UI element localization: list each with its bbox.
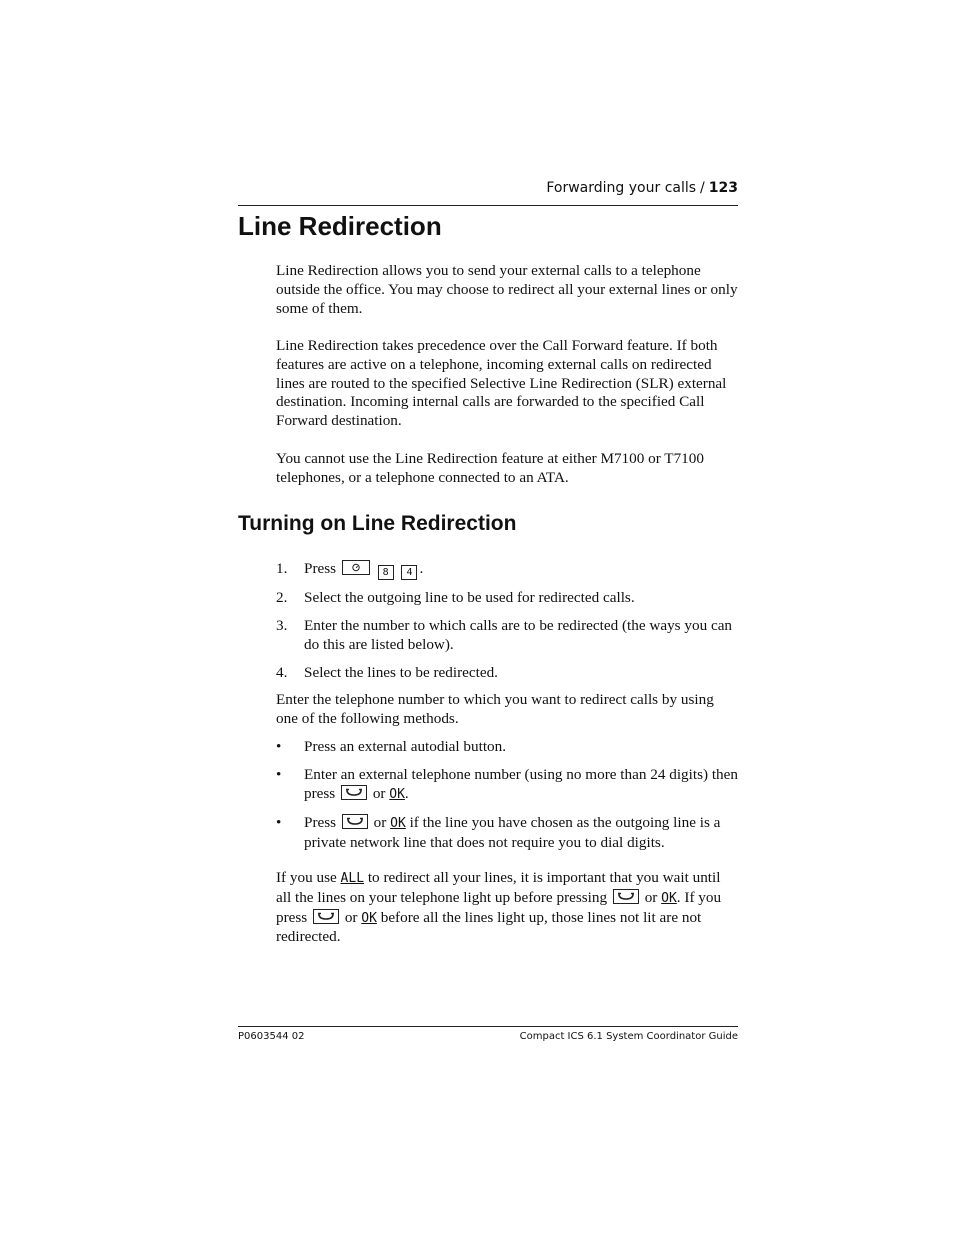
note-text: If you use [276, 869, 337, 886]
handsfree-key-icon [342, 814, 368, 829]
footer-rule [238, 1026, 738, 1027]
note-text: . If you press [276, 888, 722, 926]
steps-list [276, 560, 738, 692]
ok-softkey: OK [390, 815, 406, 831]
all-softkey: ALL [340, 871, 365, 886]
subsection-title: Turning on Line Redirection [238, 512, 517, 535]
list-item [276, 766, 738, 805]
step-number: 3. [276, 617, 288, 635]
ok-softkey: OK [361, 910, 377, 926]
header-section-name: Forwarding your calls [546, 180, 697, 196]
method-end: . [404, 784, 409, 802]
step-end: . [419, 560, 424, 577]
bullet: • [276, 765, 282, 783]
note-text: before all the lines light up, those lines not lit are not redirected. [276, 908, 702, 946]
note-paragraph [276, 869, 738, 947]
step-text: Enter the number to which calls are to be redirected (the ways you can do this are listed below). [304, 617, 733, 653]
feature-key-icon [342, 560, 370, 575]
header-rule [238, 205, 738, 206]
bullet: • [276, 738, 282, 755]
intro-paragraph-3: You cannot use the Line Redirection feature at either M7100 or T7100 telephones, or a telephone connected to an ATA. [276, 450, 704, 486]
list-item [276, 738, 738, 757]
method-text: Press [304, 813, 337, 831]
header-separator: / [700, 180, 705, 196]
handsfree-key-icon [613, 889, 639, 904]
or-text: or [373, 813, 387, 831]
list-item [276, 664, 738, 683]
handsfree-key-icon [313, 909, 339, 924]
method-text: Press an external autodial button. [304, 738, 507, 755]
intro-paragraph-1: Line Redirection allows you to send your external calls to a telephone outside the office. You may choose to redirect all your external lines or only some of them. [276, 262, 738, 317]
or-text: or [344, 908, 358, 926]
or-text: or [372, 784, 386, 802]
step-number: 1. [276, 560, 288, 577]
or-text: or [644, 888, 658, 906]
step-number: 4. [276, 663, 288, 681]
method-text: Enter an external telephone number (using no more than 24 digits) then press [304, 765, 738, 802]
intro-paragraph-2: Line Redirection takes precedence over the Call Forward feature. If both features are active on a telephone, incoming external calls on redirected lines are routed to the specified Selective Line Redirection (SLR) external destination. Incoming internal calls are forwarded to the specified Call Forward destination. [276, 337, 727, 430]
list-item [276, 560, 738, 580]
step-text: Select the lines to be redirected. [304, 663, 498, 681]
page-number: 123 [708, 180, 738, 196]
handsfree-key-icon [341, 785, 367, 800]
list-item [276, 589, 738, 608]
step-number: 2. [276, 589, 288, 607]
footer-doc-number: P0603544 02 [238, 1031, 305, 1042]
methods-intro: Enter the telephone number to which you want to redirect calls by using one of the following methods. [276, 691, 714, 727]
note-text: to redirect all your lines, it is important that you wait until all the lines on your telephone light up before pressing [276, 869, 721, 906]
running-header [238, 180, 738, 200]
step-text: Select the outgoing line to be used for redirected calls. [304, 589, 635, 607]
ok-softkey: OK [389, 786, 405, 802]
dial-key-4: 4 [401, 565, 417, 580]
method-text-end: if the line you have chosen as the outgoing line is a private network line that does not require you to dial digits. [304, 813, 721, 851]
list-item [276, 814, 738, 853]
bullet: • [276, 813, 282, 831]
footer-guide-title: Compact ICS 6.1 System Coordinator Guide [519, 1031, 738, 1042]
dial-key-8: 8 [378, 565, 394, 580]
section-title: Line Redirection [238, 211, 442, 241]
ok-softkey: OK [661, 890, 677, 906]
list-item [276, 617, 738, 655]
methods-list [276, 738, 738, 862]
step-text: Press [304, 560, 337, 577]
